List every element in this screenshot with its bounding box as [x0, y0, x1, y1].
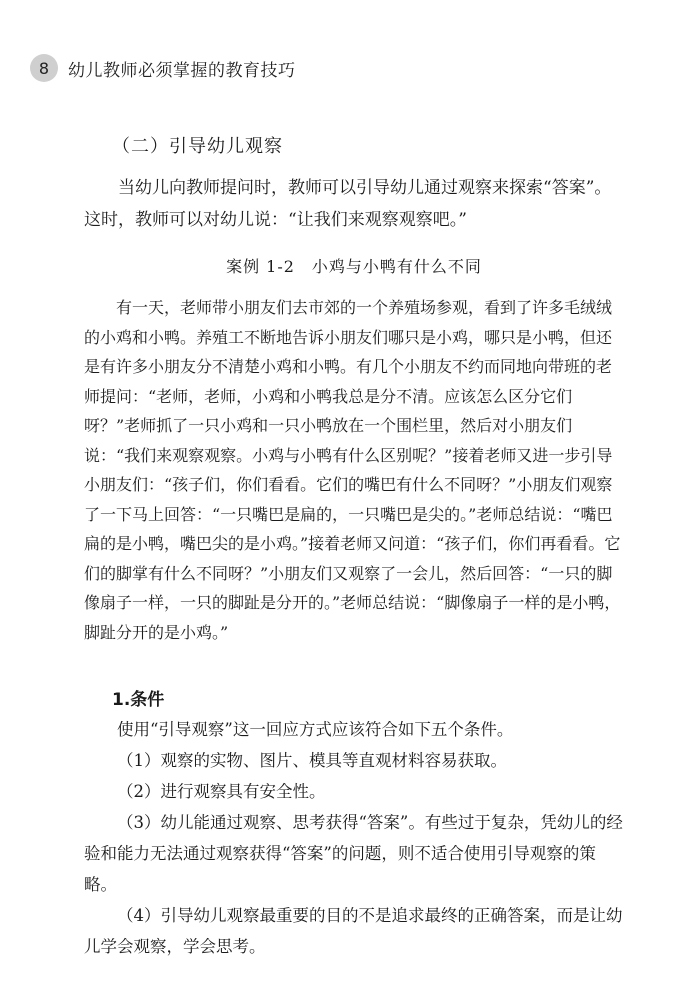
page-content [84, 128, 624, 962]
condition-item-4: （4）引导幼儿观察最重要的目的不是追求最终的正确答案，而是让幼儿学会观察，学会思考。 [84, 906, 623, 956]
conditions-heading: 1.条件 [112, 690, 165, 710]
running-title: 幼儿教师必须掌握的教育技巧 [68, 60, 296, 81]
section-heading: （二）引导幼儿观察 [112, 136, 283, 157]
condition-item-3: （3）幼儿能通过观察、思考获得“答案”。有些过于复杂，凭幼儿的经验和能力无法通过观察获得“答案”的问题，则不适合使用引导观察的策略。 [84, 813, 623, 894]
page-header [30, 52, 296, 84]
page-number-badge: 8 [30, 54, 58, 82]
condition-item-1: （1）观察的实物、图片、模具等直观材料容易获取。 [117, 751, 507, 770]
section-intro-paragraph: 当幼儿向教师提问时，教师可以引导幼儿通过观察来探索“答案”。这时，教师可以对幼儿说：“让我们来观察观察吧。” [84, 178, 612, 230]
condition-item-2: （2）进行观察具有安全性。 [117, 782, 326, 801]
conditions-intro: 使用“引导观察”这一回应方式应该符合如下五个条件。 [117, 720, 514, 739]
case-paragraph: 有一天，老师带小朋友们去市郊的一个养殖场参观，看到了许多毛绒绒的小鸡和小鸭。养殖工不断地告诉小朋友们哪只是小鸡，哪只是小鸭，但还是有许多小朋友分不清楚小鸡和小鸭。有几个小朋友不约而同地向带班的老师提问：“老师，老师，小鸡和小鸭我总是分不清。应该怎么区分它们呀？”老师抓了一只小鸡和一只小鸭放在一个围栏里，然后对小朋友们说：“我们来观察观察。小鸡与小鸭有什么区别呢？”接着老师又进一步引导小朋友们：“孩子们，你们看看。它们的嘴巴有什么不同呀？”小朋友们观察了一下马上回答：“一只嘴巴是扁的，一只嘴巴是尖的。”老师总结说：“嘴巴扁的是小鸭，嘴巴尖的是小鸡。”接着老师又问道：“孩子们，你们再看看。它们的脚掌有什么不同呀？”小朋友们又观察了一会儿，然后回答：“一只的脚像扇子一样，一只的脚趾是分开的。”老师总结说：“脚像扇子一样的是小鸭，脚趾分开的是小鸡。” [84, 298, 621, 642]
case-title: 案例 1-2 小鸡与小鸭有什么不同 [226, 257, 482, 276]
